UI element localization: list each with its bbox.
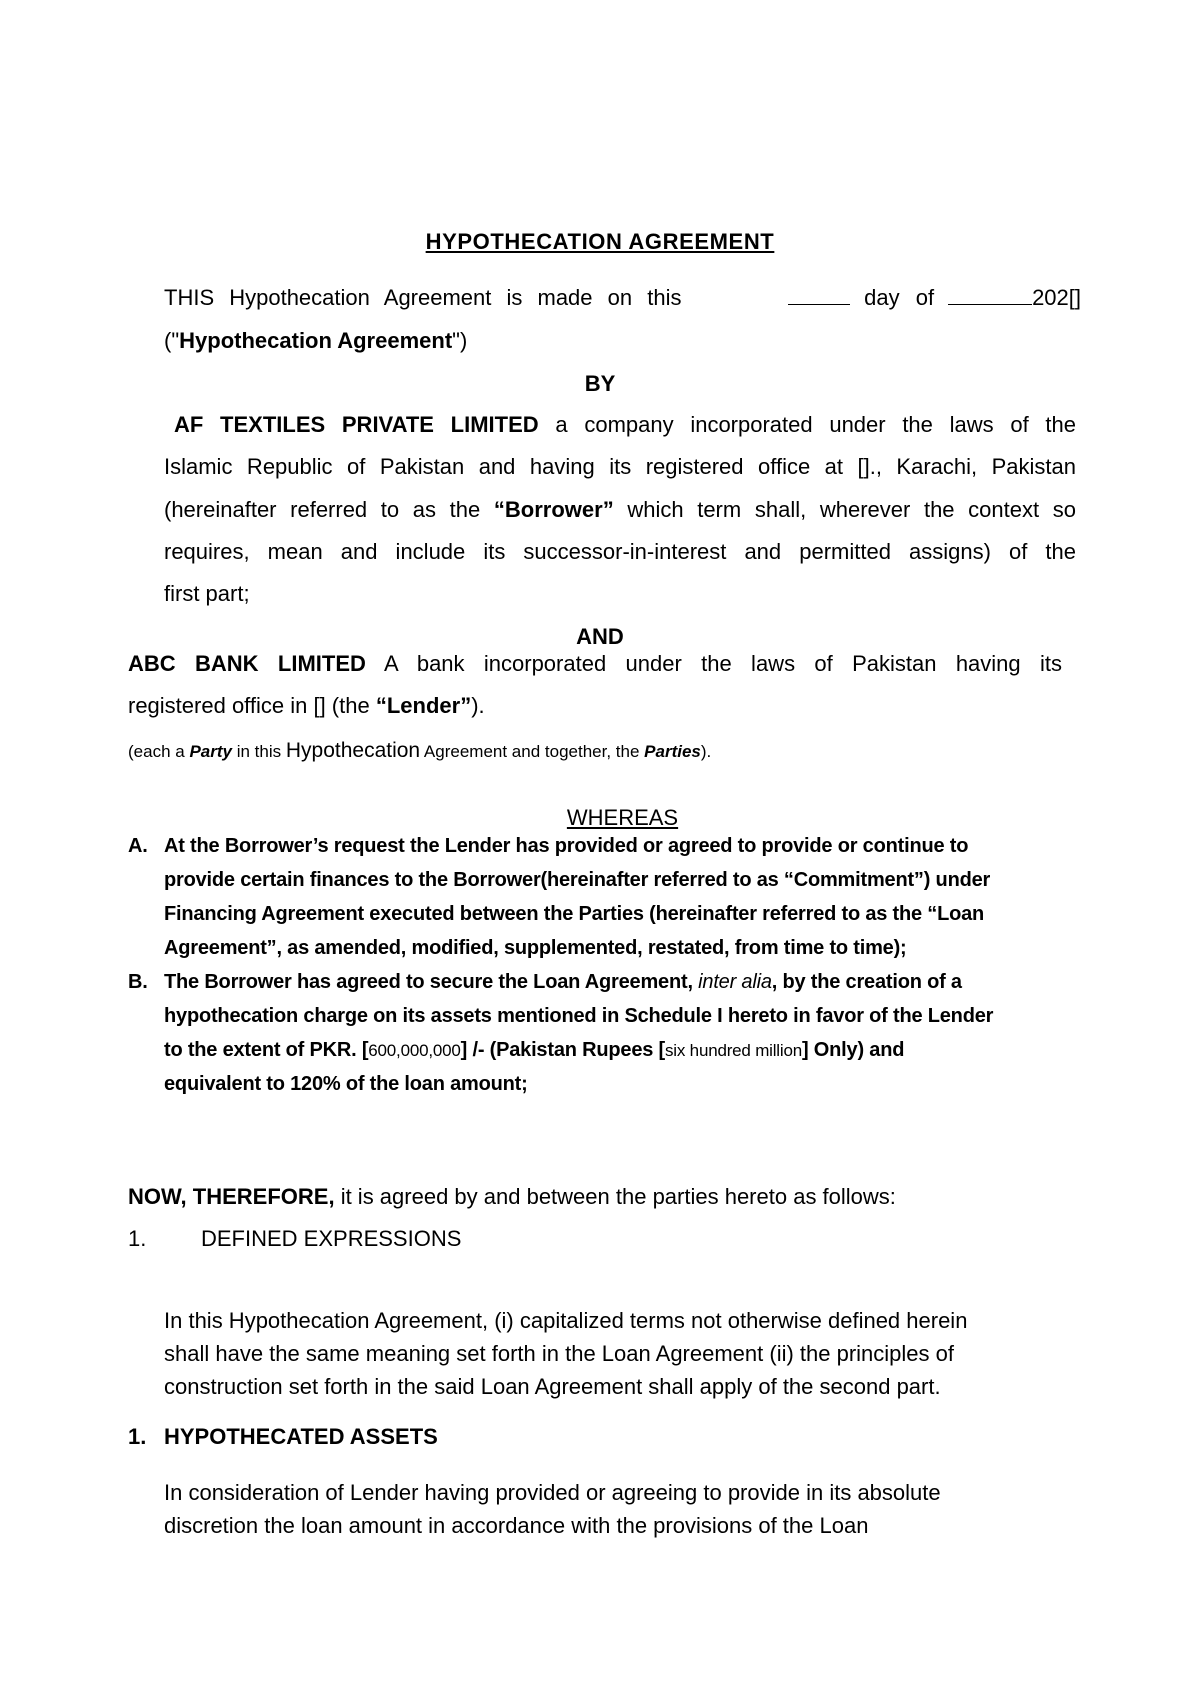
recital-b-text-3c: ] Only) and — [801, 1039, 905, 1061]
borrower-line-2: Islamic Republic of Pakistan and having its registered office at []., Karachi, Pakistan — [164, 454, 1076, 479]
section-1-number: 1. — [128, 1226, 147, 1251]
now-therefore — [128, 1184, 896, 1210]
recital-b-text-3b: ] /- (Pakistan Rupees [ — [460, 1039, 665, 1061]
inter-alia: inter alia — [698, 971, 772, 993]
parties-note — [128, 739, 711, 763]
parties-note-3: Agreement and together, the — [423, 742, 640, 761]
section-2-line-2: discretion the loan amount in accordance with the provisions of the Loan — [164, 1513, 869, 1538]
intro-line-1 — [164, 285, 1081, 311]
lender-term: “Lender” — [375, 693, 472, 718]
borrower-line-3 — [164, 497, 1076, 523]
section-1-line-1: In this Hypothecation Agreement, (i) capitalized terms not otherwise defined herein — [164, 1308, 968, 1333]
borrower-term: “Borrower” — [493, 497, 614, 522]
loan-amount-words: six hundred million — [664, 1041, 802, 1060]
section-2-number: 1. — [128, 1424, 147, 1449]
lender-text-2-end: ). — [471, 693, 485, 718]
borrower-text-1: a company incorporated under the laws of the — [555, 412, 1076, 437]
recital-a-line-4: Agreement”, as amended, modified, supplemented, restated, from time to time); — [164, 937, 907, 959]
intro-day-of: day of — [864, 285, 935, 310]
now-therefore-bold: NOW, THEREFORE, — [128, 1184, 335, 1209]
borrower-line-1 — [164, 412, 1076, 438]
quote-open: (" — [164, 328, 180, 353]
recital-a-line-2: provide certain finances to the Borrower(hereinafter referred to as “Commitment”) under — [164, 869, 991, 891]
parties-note-4: ). — [700, 742, 712, 761]
recital-b-line-1 — [164, 971, 1064, 994]
recital-b-text-3a: to the extent of PKR. [ — [164, 1039, 369, 1061]
recital-b-label: B. — [128, 971, 148, 993]
intro-line-2 — [164, 328, 467, 354]
recital-a-label: A. — [128, 835, 148, 857]
intro-year: 202[] — [1032, 285, 1081, 310]
year-group — [948, 285, 1081, 311]
recital-b-line-4: equivalent to 120% of the loan amount; — [164, 1073, 528, 1095]
parties-note-1: (each a — [128, 742, 185, 761]
lender-line-1 — [128, 651, 1062, 677]
borrower-name: AF TEXTILES PRIVATE LIMITED — [174, 412, 539, 437]
parties-term: Parties — [644, 742, 701, 761]
intro-text: THIS Hypothecation Agreement is made on this — [164, 285, 682, 310]
borrower-text-3a: (hereinafter referred to as the — [164, 497, 481, 522]
recital-a-line-1: At the Borrower’s request the Lender has provided or agreed to provide or continue to — [164, 835, 969, 857]
section-1-heading: DEFINED EXPRESSIONS — [201, 1226, 462, 1251]
day-blank — [788, 286, 850, 305]
section-2-heading: HYPOTHECATED ASSETS — [164, 1424, 438, 1449]
parties-note-hyp: Hypothecation — [285, 739, 421, 762]
recital-b-text-1b: , by the creation of a — [771, 971, 962, 993]
now-therefore-text: it is agreed by and between the parties hereto as follows: — [340, 1184, 896, 1209]
recital-b-text-1: The Borrower has agreed to secure the Loan Agreement, — [164, 971, 693, 993]
borrower-line-4: requires, mean and include its successor-in-interest and permitted assigns) of the — [164, 539, 1076, 564]
borrower-text-3b: which term shall, wherever the context so — [627, 497, 1076, 522]
lender-name: ABC BANK LIMITED — [128, 651, 366, 676]
document-title: HYPOTHECATION AGREEMENT — [425, 229, 775, 254]
lender-text-1: A bank incorporated under the laws of Pakistan having its — [384, 651, 1062, 676]
whereas-heading: WHEREAS — [566, 805, 679, 830]
intro-day-group — [788, 285, 1081, 311]
section-1-line-2: shall have the same meaning set forth in the Loan Agreement (ii) the principles of — [164, 1341, 955, 1366]
recital-b-line-2: hypothecation charge on its assets mentioned in Schedule I hereto in favor of the Lender — [164, 1005, 994, 1027]
month-blank — [948, 286, 1032, 305]
recital-a-line-3: Financing Agreement executed between the Parties (hereinafter referred to as the “Loan — [164, 903, 985, 925]
by-heading: BY — [584, 371, 616, 396]
party-term: Party — [189, 742, 232, 761]
and-heading: AND — [576, 624, 624, 649]
section-1-line-3: construction set forth in the said Loan Agreement shall apply of the second part. — [164, 1374, 941, 1399]
borrower-line-5: first part; — [164, 581, 250, 606]
recital-b-line-3 — [164, 1039, 1064, 1062]
section-2-line-1: In consideration of Lender having provided or agreeing to provide in its absolute — [164, 1480, 941, 1505]
quote-close: ") — [452, 328, 468, 353]
loan-amount: 600,000,000 — [368, 1041, 461, 1060]
lender-text-2: registered office in [] (the — [128, 693, 370, 718]
hypothecation-agreement-term: Hypothecation Agreement — [179, 328, 453, 353]
lender-line-2 — [128, 693, 485, 719]
parties-note-2: in this — [236, 742, 282, 761]
